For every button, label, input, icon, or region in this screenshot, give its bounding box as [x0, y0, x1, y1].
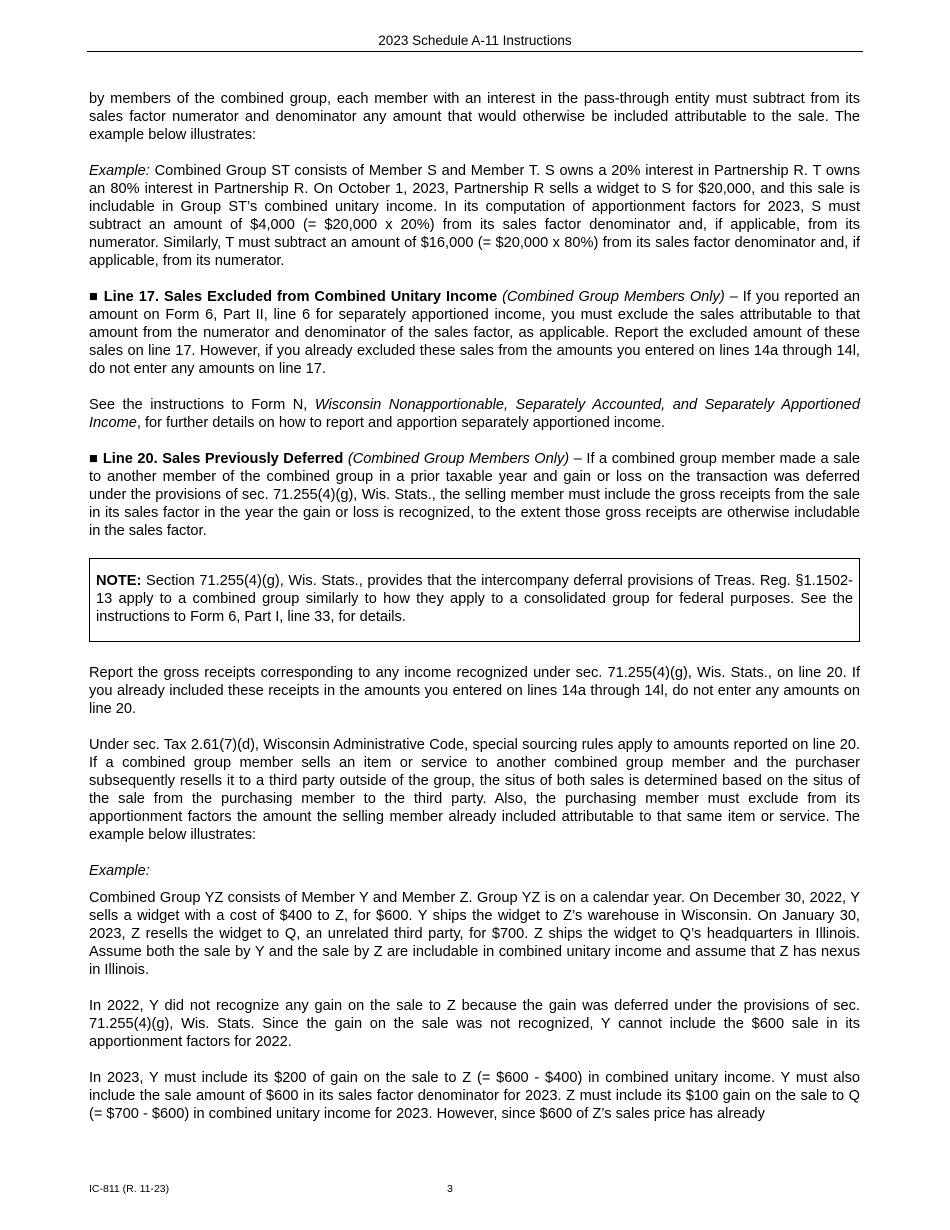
line-17-qualifier: (Combined Group Members Only) [502, 289, 725, 305]
section-line-20 [89, 450, 860, 540]
note-box [89, 558, 860, 642]
note-text: Section 71.255(4)(g), Wis. Stats., provides that the intercompany deferral provisions of Treas. Reg. §1.1502-13 apply to a combined group similarly to how they apply to a consolidated group for federal purposes. See the instructions to Form 6, Part I, line 33, for details. [96, 573, 853, 625]
header-rule [87, 51, 863, 52]
paragraph-2022: In 2022, Y did not recognize any gain on the sale to Z because the gain was deferred under the provisions of sec. 71.255(4)(g), Wis. Stats. Since the gain on the sale was not recognized, Y cannot include the $600 sale in its apportionment factors for 2022. [89, 998, 860, 1050]
paragraph-form-n [89, 396, 860, 432]
example-partnership [89, 162, 860, 270]
paragraph-2023: In 2023, Y must include its $200 of gain on the sale to Z (= $600 - $400) in combined unitary income. Y must also include the sale amount of $600 in its sales factor denominator for 2023. Z must include its $100 gain on the sale to Q (= $700 - $600) in combined unitary income for 2023. However, since $600 of Z’s sales price has already [89, 1070, 860, 1122]
line-20-heading: ■ Line 20. Sales Previously Deferred [89, 451, 344, 467]
note-paragraph [96, 572, 853, 626]
note-label: NOTE: [96, 573, 142, 589]
document-body [89, 90, 860, 1141]
page-header: 2023 Schedule A-11 Instructions [378, 33, 572, 48]
form-n-title: Wisconsin Nonapportionable, Separately Accounted, and Separately Apportioned Income [89, 397, 860, 431]
line-20-qualifier: (Combined Group Members Only) [347, 451, 570, 467]
paragraph-passthrough: by members of the combined group, each member with an interest in the pass-through entity must subtract from its sales factor numerator and denominator any amount that would otherwise be included attributable to the sale. The example below illustrates: [89, 91, 860, 143]
example-2-label-paragraph [89, 862, 860, 880]
example-text: Combined Group ST consists of Member S and Member T. S owns a 20% interest in Partnership R. T owns an 80% interest in Partnership R. On October 1, 2023, Partnership R sells a widget to S for $20,000, and this sale is includable in Group ST’s combined unitary income. In its computation of apportionment factors for 2023, S must subtract an amount of $4,000 (= $20,000 x 20%) from its sales factor denominator and, if applicable, from its numerator. Similarly, T must subtract an amount of $16,000 (= $20,000 x 80%) from its sales factor denominator and, if applicable, from its numerator. [89, 163, 860, 269]
section-line-17 [89, 288, 860, 378]
example-label: Example: [89, 163, 150, 179]
form-n-post: , for further details on how to report and apportion separately apportioned income. [136, 415, 665, 431]
line-20-text: – If a combined group member made a sale to another member of the combined group in a prior taxable year and gain or loss on the transaction was deferred under the provisions of sec. 71.255(4)(g), Wis. Stats., the selling member must include the gross receipts from the sale in its sales factor in the year the gain or loss is recognized, to the extent those gross receipts are otherwise includable in the sales factor. [89, 451, 860, 539]
example-2-label: Example: [89, 863, 150, 879]
footer-page-number: 3 [447, 1183, 453, 1195]
line-17-text: – If you reported an amount on Form 6, Part II, line 6 for separately apportioned income, you must exclude the sales attributable to that amount from the numerator and denominator of the sales factor, as applicable. Report the excluded amount of these sales on line 17. However, if you already excluded these sales from the amounts you entered on lines 14a through 14l, do not enter any amounts on line 17. [89, 289, 860, 377]
footer-form-id: IC-811 (R. 11-23) [89, 1183, 170, 1195]
form-n-pre: See the instructions to Form N, [89, 397, 315, 413]
paragraph-group-yz: Combined Group YZ consists of Member Y and Member Z. Group YZ is on a calendar year. On December 30, 2022, Y sells a widget with a cost of $400 to Z, for $600. Y ships the widget to Z’s warehouse in Wisconsin. On January 30, 2023, Z resells the widget to Q, an unrelated third party, for $700. Z ships the widget to Q’s headquarters in Illinois. Assume both the sale by Y and the sale by Z are includable in combined unitary income and assume that Z has nexus in Illinois. [89, 890, 860, 978]
paragraph-report-line-20: Report the gross receipts corresponding to any income recognized under sec. 71.255(4)(g), Wis. Stats., on line 20. If you already included these receipts in the amounts you entered on lines 14a through 14l, do not enter any amounts on line 20. [89, 665, 860, 717]
paragraph-sourcing-rules: Under sec. Tax 2.61(7)(d), Wisconsin Administrative Code, special sourcing rules apply to amounts reported on line 20. If a combined group member sells an item or service to another combined group member and the purchaser subsequently resells it to a third party outside of the group, the situs of both sales is determined based on the situs of the sale from the purchasing member to the third party. Also, the purchasing member must exclude from its apportionment factors the amount the selling member already included attributable to that same item or service. The example below illustrates: [89, 737, 860, 843]
line-17-heading: ■ Line 17. Sales Excluded from Combined Unitary Income [89, 289, 498, 305]
